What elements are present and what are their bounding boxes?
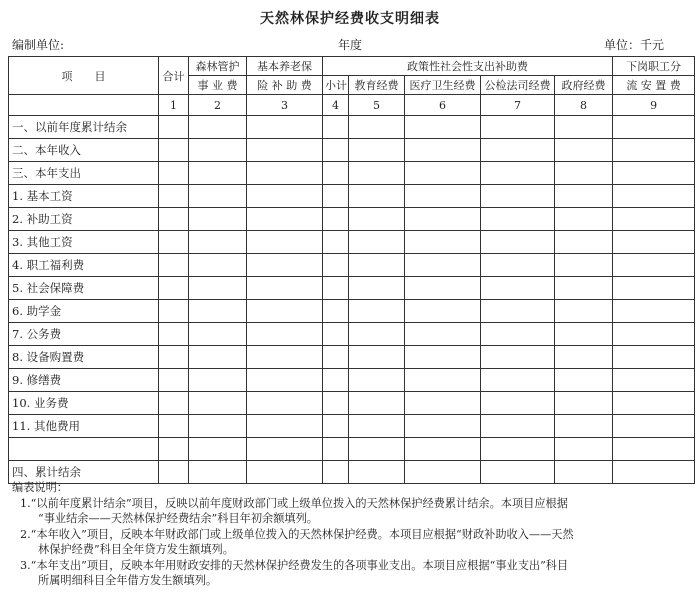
table-cell xyxy=(159,415,189,438)
table-cell xyxy=(189,392,247,415)
table-cell xyxy=(349,323,405,346)
table-cell xyxy=(405,346,481,369)
table-cell xyxy=(481,162,555,185)
table-cell xyxy=(323,231,349,254)
table-cell xyxy=(247,300,323,323)
table-cell xyxy=(555,116,613,139)
col-num: 8 xyxy=(555,95,613,116)
table-cell xyxy=(481,415,555,438)
table-cell xyxy=(555,369,613,392)
table-cell xyxy=(159,231,189,254)
currency-unit-label: 单位：千元 xyxy=(604,38,665,52)
table-cell xyxy=(405,162,481,185)
row-label: 6. 助学金 xyxy=(9,300,159,323)
table-cell xyxy=(555,346,613,369)
table-cell xyxy=(613,392,695,415)
table-row xyxy=(9,346,695,369)
table-row xyxy=(9,300,695,323)
row-label: 二、本年收入 xyxy=(9,139,159,162)
note-2a: 2.“本年收入”项目，反映本年财政部门或上级单位拨入的天然林保护经费。本项目应根据“财政补助收入——天然 xyxy=(20,527,574,541)
table-row xyxy=(9,277,695,300)
col-num: 4 xyxy=(323,95,349,116)
table-cell xyxy=(555,415,613,438)
row-label: 9. 修缮费 xyxy=(9,369,159,392)
table-cell xyxy=(159,162,189,185)
table-row xyxy=(9,116,695,139)
header-subtotal: 小计 xyxy=(323,76,349,95)
table-cell xyxy=(189,323,247,346)
table-cell xyxy=(613,369,695,392)
table-cell xyxy=(555,254,613,277)
table-cell xyxy=(189,139,247,162)
table-cell xyxy=(189,208,247,231)
table-cell xyxy=(613,254,695,277)
table-cell xyxy=(323,346,349,369)
table-row xyxy=(9,208,695,231)
table-cell xyxy=(323,185,349,208)
table-cell xyxy=(349,346,405,369)
table-cell xyxy=(405,254,481,277)
table-cell xyxy=(323,139,349,162)
row-label: 5. 社会保障费 xyxy=(9,277,159,300)
table-cell xyxy=(159,254,189,277)
table-cell xyxy=(247,162,323,185)
table-cell xyxy=(247,392,323,415)
col-num: 5 xyxy=(349,95,405,116)
table-cell xyxy=(159,277,189,300)
note-1a: 1.“以前年度累计结余”项目，反映以前年度财政部门或上级单位拨入的天然林保护经费累计结余。本项目应根据 xyxy=(20,496,568,510)
table-cell xyxy=(189,346,247,369)
table-cell xyxy=(323,438,349,461)
col-num: 7 xyxy=(481,95,555,116)
table-cell xyxy=(189,162,247,185)
note-3b: 所属明细科目全年借方发生额填列。 xyxy=(38,574,218,587)
notes-heading: 编表说明： xyxy=(12,481,68,494)
header-pension-1: 基本养老保 xyxy=(247,57,323,76)
header-empty xyxy=(9,95,159,116)
table-cell xyxy=(405,369,481,392)
table-cell xyxy=(555,139,613,162)
table-cell xyxy=(405,392,481,415)
table-cell xyxy=(189,369,247,392)
table-cell xyxy=(247,323,323,346)
table-cell xyxy=(247,139,323,162)
table-cell xyxy=(555,162,613,185)
table-cell xyxy=(247,254,323,277)
table-cell xyxy=(481,254,555,277)
header-government: 政府经费 xyxy=(555,76,613,95)
table-cell xyxy=(481,116,555,139)
header-item: 项 目 xyxy=(9,57,159,95)
table-cell xyxy=(613,438,695,461)
row-label: 一、以前年度累计结余 xyxy=(9,116,159,139)
header-total: 合计 xyxy=(159,57,189,95)
table-cell xyxy=(189,300,247,323)
table-cell xyxy=(323,208,349,231)
table-cell xyxy=(189,277,247,300)
table-cell xyxy=(481,208,555,231)
table-cell xyxy=(323,392,349,415)
table-cell xyxy=(481,369,555,392)
table-cell xyxy=(555,300,613,323)
year-label: 年度 xyxy=(338,38,363,52)
table-row xyxy=(9,254,695,277)
table-cell xyxy=(613,231,695,254)
table-cell xyxy=(555,185,613,208)
row-label: 11. 其他费用 xyxy=(9,415,159,438)
table-cell xyxy=(159,346,189,369)
col-num: 2 xyxy=(189,95,247,116)
table-cell xyxy=(555,231,613,254)
page-title: 天然林保护经费收支明细表 xyxy=(260,11,440,27)
table-cell xyxy=(613,139,695,162)
table-cell xyxy=(159,300,189,323)
table-cell xyxy=(159,185,189,208)
table-cell xyxy=(159,392,189,415)
table-cell xyxy=(323,323,349,346)
table-cell xyxy=(189,116,247,139)
note-1b: “事业结余——天然林保护经费结余”科目年初余额填列。 xyxy=(38,512,318,525)
row-label: 四、累计结余 xyxy=(9,461,159,484)
header-pension-2: 险 补 助 费 xyxy=(247,76,323,95)
table-cell xyxy=(159,323,189,346)
table-cell xyxy=(189,438,247,461)
table-cell xyxy=(349,415,405,438)
table-cell xyxy=(323,415,349,438)
header-policy-subsidy: 政策性社会性支出补助费 xyxy=(323,57,613,76)
row-label: 三、本年支出 xyxy=(9,162,159,185)
table-cell xyxy=(481,231,555,254)
col-num: 1 xyxy=(159,95,189,116)
header-layoff-2: 流 安 置 费 xyxy=(613,76,695,95)
header-forest-mgmt-2: 事 业 费 xyxy=(189,76,247,95)
table-row xyxy=(9,162,695,185)
table-row xyxy=(9,369,695,392)
table-cell xyxy=(323,162,349,185)
row-label: 10. 业务费 xyxy=(9,392,159,415)
table-cell xyxy=(405,415,481,438)
table-cell xyxy=(349,185,405,208)
table-cell xyxy=(247,277,323,300)
preparing-unit-label: 编制单位: xyxy=(12,38,65,52)
header-education: 教育经费 xyxy=(349,76,405,95)
row-label: 1. 基本工资 xyxy=(9,185,159,208)
table-cell xyxy=(159,438,189,461)
table-cell xyxy=(349,139,405,162)
note-3a: 3.“本年支出”项目，反映本年用财政安排的天然林保护经费发生的各项事业支出。本项目应根据“事业支出”科目 xyxy=(20,558,569,572)
note-2b: 林保护经费”科目全年贷方发生额填列。 xyxy=(38,543,234,556)
table-cell xyxy=(613,300,695,323)
table-cell xyxy=(349,162,405,185)
table-cell xyxy=(405,231,481,254)
table-cell xyxy=(247,116,323,139)
table-cell xyxy=(247,185,323,208)
table-cell xyxy=(555,277,613,300)
col-num: 6 xyxy=(405,95,481,116)
table-cell xyxy=(159,208,189,231)
table-cell xyxy=(555,392,613,415)
table-cell xyxy=(613,323,695,346)
table-cell xyxy=(481,185,555,208)
table-cell xyxy=(247,346,323,369)
row-label: 7. 公务费 xyxy=(9,323,159,346)
table-cell xyxy=(349,300,405,323)
table-cell xyxy=(405,300,481,323)
header-forest-mgmt-1: 森林管护 xyxy=(189,57,247,76)
table-row xyxy=(9,415,695,438)
table-cell xyxy=(613,116,695,139)
table-cell xyxy=(555,208,613,231)
table-cell xyxy=(159,116,189,139)
notes xyxy=(12,480,692,589)
table-cell xyxy=(349,231,405,254)
table-cell xyxy=(613,162,695,185)
row-label: 2. 补助工资 xyxy=(9,208,159,231)
table-cell xyxy=(323,254,349,277)
table-cell xyxy=(555,323,613,346)
table-cell xyxy=(159,369,189,392)
table-cell xyxy=(247,231,323,254)
row-label: 4. 职工福利费 xyxy=(9,254,159,277)
table-cell xyxy=(247,438,323,461)
table-cell xyxy=(481,300,555,323)
table-cell xyxy=(323,300,349,323)
table-cell xyxy=(349,208,405,231)
table-cell xyxy=(323,277,349,300)
table-cell xyxy=(349,438,405,461)
table-row xyxy=(9,323,695,346)
table-cell xyxy=(323,116,349,139)
table-cell xyxy=(189,231,247,254)
table-cell xyxy=(405,208,481,231)
table-cell xyxy=(481,277,555,300)
table-cell xyxy=(323,369,349,392)
table-cell xyxy=(405,438,481,461)
col-num: 3 xyxy=(247,95,323,116)
header-layoff-1: 下岗职工分 xyxy=(613,57,695,76)
row-label xyxy=(9,438,159,461)
table-cell xyxy=(481,346,555,369)
table-row xyxy=(9,185,695,208)
col-num: 9 xyxy=(613,95,695,116)
table-cell xyxy=(481,323,555,346)
table-cell xyxy=(189,185,247,208)
table-cell xyxy=(613,208,695,231)
table-cell xyxy=(405,185,481,208)
table-cell xyxy=(405,323,481,346)
table-cell xyxy=(189,254,247,277)
table-cell xyxy=(613,277,695,300)
table-cell xyxy=(405,139,481,162)
table-cell xyxy=(247,208,323,231)
table-cell xyxy=(481,438,555,461)
table-cell xyxy=(349,277,405,300)
table-row xyxy=(9,392,695,415)
header-medical: 医疗卫生经费 xyxy=(405,76,481,95)
table-cell xyxy=(481,139,555,162)
table-cell xyxy=(349,116,405,139)
expense-detail-table xyxy=(8,56,695,484)
table-row xyxy=(9,139,695,162)
table-cell xyxy=(159,139,189,162)
table-cell xyxy=(349,369,405,392)
table-cell xyxy=(349,392,405,415)
table-cell xyxy=(613,185,695,208)
table-cell xyxy=(555,438,613,461)
table-cell xyxy=(247,415,323,438)
table-cell xyxy=(189,415,247,438)
table-cell xyxy=(405,116,481,139)
table-cell xyxy=(481,392,555,415)
table-row xyxy=(9,438,695,461)
row-label: 3. 其他工资 xyxy=(9,231,159,254)
table-cell xyxy=(405,277,481,300)
table-row xyxy=(9,231,695,254)
header-law: 公检法司经费 xyxy=(481,76,555,95)
table-cell xyxy=(613,415,695,438)
row-label: 8. 设备购置费 xyxy=(9,346,159,369)
table-cell xyxy=(349,254,405,277)
table-cell xyxy=(247,369,323,392)
table-cell xyxy=(613,346,695,369)
